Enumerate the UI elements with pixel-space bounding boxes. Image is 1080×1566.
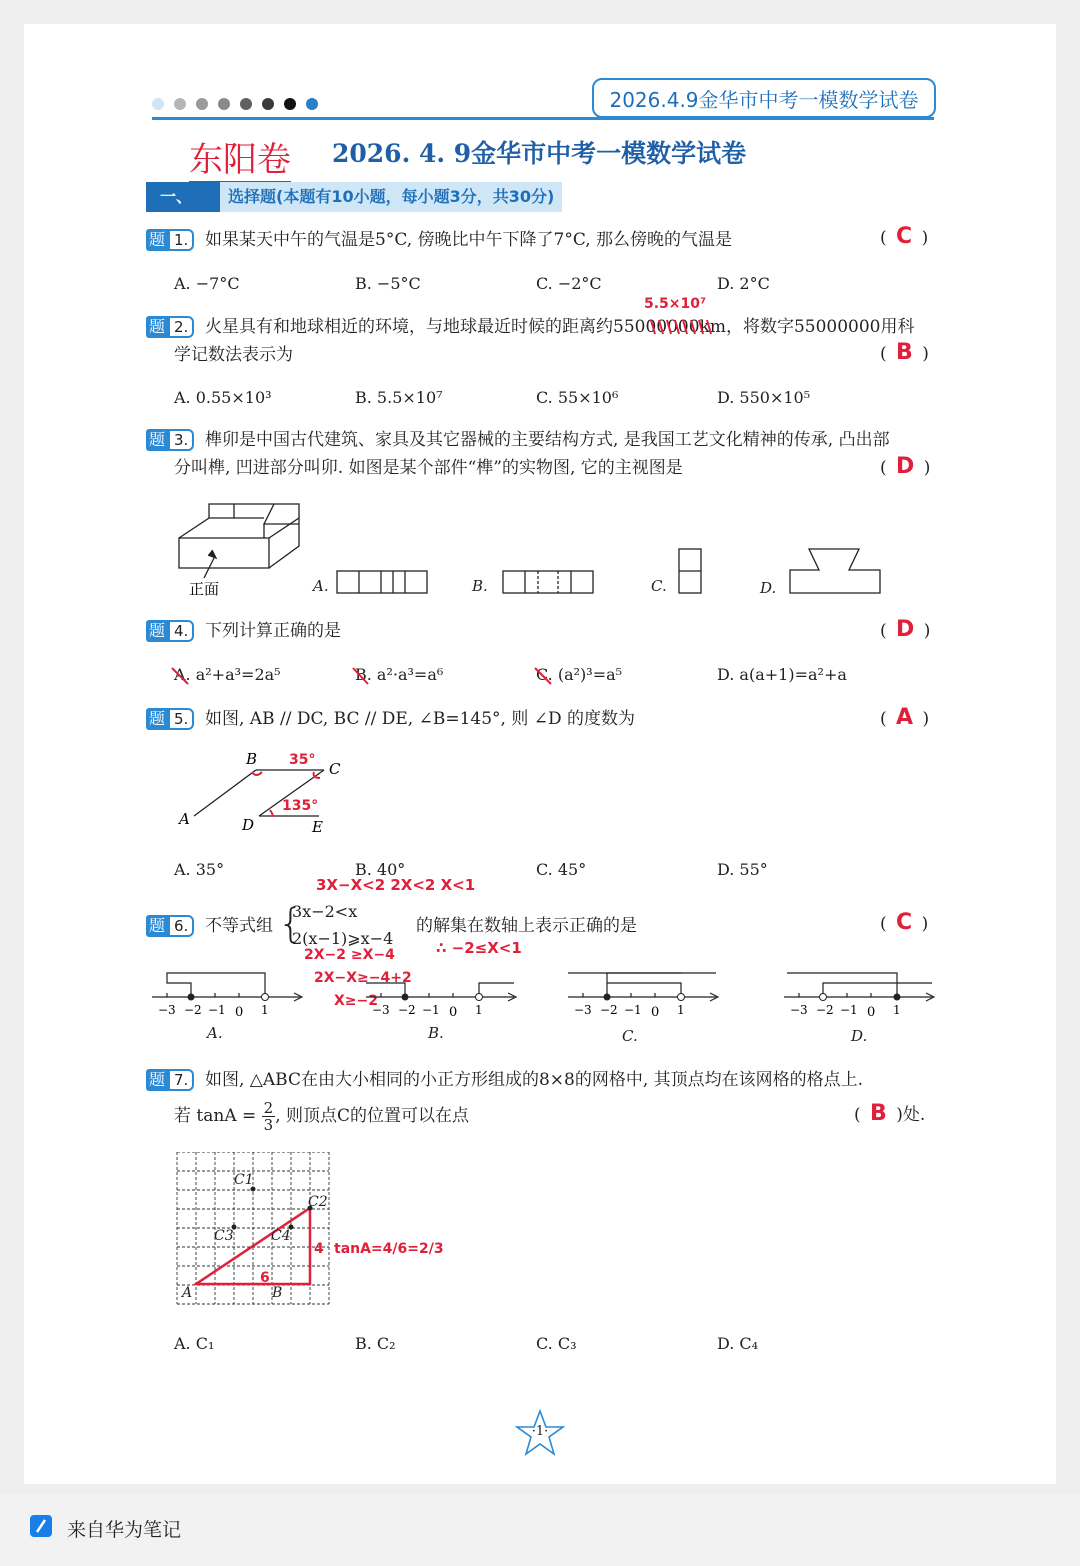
point-label: B [272, 1285, 283, 1301]
dot [196, 98, 208, 110]
option: C. −2°C [536, 274, 602, 293]
svg-text:−1: −1 [422, 1003, 440, 1017]
question-text: 榫卯是中国古代建筑、家具及其它器械的主要结构方式, 是我国工艺文化精神的传承, 凸出部 [205, 430, 890, 450]
question-number: 题 5. [146, 708, 194, 730]
option-label: A. [207, 1024, 223, 1042]
answer-slot: ( B )处. [854, 1101, 926, 1126]
footer-text: 来自华为笔记 [67, 1519, 182, 1541]
handwritten-note: 2X−2 ≥X−4 [304, 947, 395, 963]
option-label: C. [651, 577, 667, 595]
option-a-figure [336, 570, 430, 596]
answer-slot: ( C ) [880, 224, 929, 249]
option: C. 45° [536, 860, 587, 879]
exam-page [24, 24, 1056, 1484]
dot [174, 98, 186, 110]
point-label: C1 [234, 1172, 254, 1188]
question-text: 不等式组 [205, 916, 273, 936]
handwritten-note: 3X−X<2 2X<2 X<1 [316, 876, 476, 894]
svg-text:−2: −2 [184, 1003, 202, 1017]
point-label: C2 [308, 1194, 328, 1210]
option: B. −5°C [355, 274, 421, 293]
question-text: 下列计算正确的是 [205, 621, 341, 641]
header-title-box: 2026.4.9金华市中考一模数学试卷 [592, 78, 936, 118]
section-header [146, 182, 562, 212]
dot [306, 98, 318, 110]
answer-slot: ( A ) [880, 705, 930, 730]
question-number: 题 4. [146, 620, 194, 642]
handwritten-label: 东阳卷 [189, 132, 291, 183]
question-number: 题 6. [146, 915, 194, 937]
option: B. 5.5×10⁷ [355, 388, 443, 407]
svg-text:0: 0 [651, 1005, 660, 1020]
option: A. −7°C [174, 274, 240, 293]
front-label: 正面 [189, 580, 220, 598]
option: D. 550×10⁵ [717, 388, 811, 407]
option: D. C₄ [717, 1334, 759, 1353]
point-label: A [179, 810, 190, 828]
handwritten-note: 5.5×10⁷ [644, 296, 707, 312]
header-dots [152, 95, 328, 114]
question-number: 题 7. [146, 1069, 194, 1091]
question-number: 题 3. [146, 429, 194, 451]
option: B. 40° [355, 860, 406, 879]
svg-text:−1: −1 [840, 1003, 858, 1017]
question-text: 的解集在数轴上表示正确的是 [416, 916, 637, 936]
answer-slot: ( B ) [880, 340, 929, 365]
option: C. (a²)³=a⁵ [536, 665, 623, 684]
system-brace: { [278, 901, 304, 947]
answer-slot: ( C ) [880, 910, 929, 935]
number-line-a [150, 969, 310, 1021]
parallel-lines-figure [174, 744, 364, 834]
answer-slot: ( D ) [880, 617, 931, 642]
svg-text:1: 1 [475, 1003, 483, 1017]
question-text: 如果某天中午的气温是5°C, 傍晚比中午下降了7°C, 那么傍晚的气温是 [205, 230, 733, 250]
answer-slot: ( D ) [880, 454, 931, 479]
point-label: C4 [271, 1228, 291, 1244]
svg-text:−3: −3 [790, 1003, 808, 1017]
question-text: 如图, △ABC在由大小相同的小正方形组成的8×8的网格中, 其顶点均在该网格的格点上. [205, 1070, 864, 1090]
svg-text:0: 0 [449, 1005, 458, 1020]
option-label: B. [472, 577, 488, 595]
inequality: 2(x−1)⩾x−4 [292, 929, 394, 948]
point-label: B [246, 750, 258, 768]
handwritten-note: 2X−X≥−4+2 [314, 970, 412, 986]
dot [284, 98, 296, 110]
huawei-notes-icon [30, 1515, 52, 1537]
svg-text:−2: −2 [398, 1003, 416, 1017]
svg-text:0: 0 [235, 1005, 244, 1020]
point-label: A [182, 1285, 193, 1301]
handwritten-note: 4 [314, 1241, 324, 1257]
page-number: ·1· [531, 1424, 549, 1439]
handwritten-note: ∴ −2≤X<1 [436, 939, 522, 957]
option-label: D. [851, 1027, 868, 1045]
handwritten-note: X≥−2 [334, 993, 378, 1009]
question-text: 学记数法表示为 [174, 345, 293, 365]
handwritten-note: 35° [289, 752, 316, 768]
option: C. 55×10⁶ [536, 388, 619, 407]
section-tag: 一、 [146, 182, 220, 212]
option-label: A. [313, 577, 329, 595]
option: D. a(a+1)=a²+a [717, 665, 847, 684]
scribble-mark [649, 316, 719, 338]
option-label: D. [760, 579, 777, 597]
svg-text:1: 1 [893, 1003, 901, 1017]
svg-text:−3: −3 [372, 1003, 390, 1017]
number-line-b [364, 969, 524, 1021]
handwritten-note: 6 [260, 1270, 270, 1286]
svg-text:−2: −2 [600, 1003, 618, 1017]
cross-mark [532, 664, 556, 688]
handwritten-note: tanA=4/6=2/3 [334, 1241, 444, 1257]
dot [218, 98, 230, 110]
cross-mark [170, 664, 370, 688]
dot [152, 98, 164, 110]
option-label: C. [622, 1027, 638, 1045]
option: A. a²+a³=2a⁵ [174, 665, 281, 684]
point-label: C [329, 760, 341, 778]
question-text: 火星具有和地球相近的环境，与地球最近时候的距离约55000000km，将数字55000000用科 [205, 317, 915, 337]
number-line-c [566, 969, 726, 1021]
inequality: 3x−2<x [292, 902, 358, 921]
point-label: D [242, 816, 255, 834]
option: C. C₃ [536, 1334, 577, 1353]
question-number: 题 1. [146, 229, 194, 251]
dot [262, 98, 274, 110]
option: A. 0.55×10³ [174, 388, 272, 407]
option-b-figure [502, 570, 596, 596]
option-d-figure [789, 548, 884, 596]
option: A. C₁ [174, 1334, 215, 1353]
tenon-3d-figure [174, 496, 309, 601]
dot [240, 98, 252, 110]
number-line-d [782, 969, 942, 1021]
svg-text:−1: −1 [208, 1003, 226, 1017]
svg-text:0: 0 [867, 1005, 876, 1020]
option: D. 2°C [717, 274, 770, 293]
option-label: B. [428, 1024, 444, 1042]
svg-text:−1: −1 [624, 1003, 642, 1017]
option: A. 35° [174, 860, 225, 879]
option-c-figure [678, 548, 704, 596]
svg-text:−2: −2 [816, 1003, 834, 1017]
svg-text:−3: −3 [158, 1003, 176, 1017]
option: B. C₂ [355, 1334, 396, 1353]
option: B. a²·a³=a⁶ [355, 665, 444, 684]
question-number: 题 2. [146, 316, 194, 338]
svg-text:1: 1 [677, 1003, 685, 1017]
point-label: E [312, 818, 323, 834]
handwritten-note: 135° [282, 798, 319, 814]
svg-text:−3: −3 [574, 1003, 592, 1017]
grid-figure [174, 1152, 474, 1312]
app-footer [0, 1494, 1080, 1566]
svg-text:1: 1 [261, 1003, 269, 1017]
question-text: 分叫榫, 凹进部分叫卯. 如图是某个部件“榫”的实物图, 它的主视图是 [174, 458, 683, 478]
point-label: C3 [214, 1228, 234, 1244]
section-text: 选择题(本题有10小题，每小题3分，共30分) [220, 182, 562, 212]
page-title: 2026. 4. 9金华市中考一模数学试卷 [332, 139, 747, 168]
question-text: 若 tanA = $\frac{2}{3}$ , 则顶点C的位置可以在点 [174, 1099, 470, 1134]
question-text: 如图, AB // DC, BC // DE, ∠B=145°, 则 ∠D 的度数为 [205, 709, 636, 729]
option: D. 55° [717, 860, 768, 879]
